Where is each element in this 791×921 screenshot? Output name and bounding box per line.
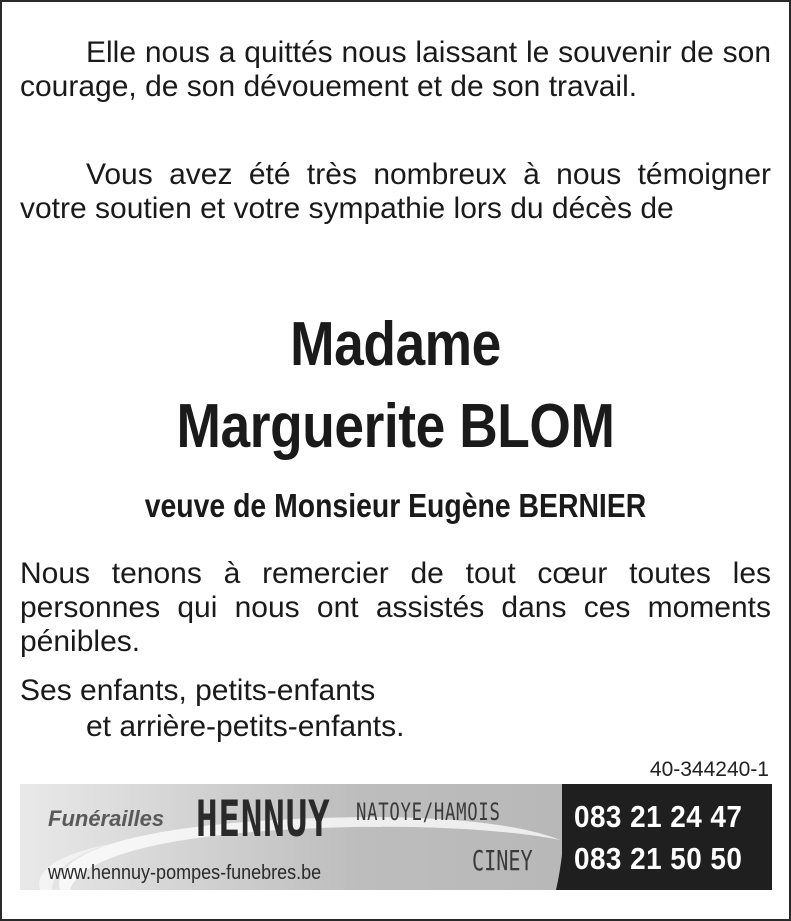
funeral-tagline: Funérailles — [48, 806, 165, 831]
intro-paragraph: Elle nous a quittés nous laissant le souvenir de son courage, de son dévouement et de son travail. — [20, 36, 771, 103]
deceased-name: Marguerite BLOM — [176, 392, 615, 461]
phone-number-1[interactable]: 083 21 24 47 — [574, 799, 743, 834]
signature-line-2: et arrière-petits-enfants. — [86, 710, 405, 743]
brand-logo-text: HENNUY — [196, 790, 331, 848]
title-line-1: Madame — [290, 310, 501, 379]
spouse-line: veuve de Monsieur Eugène BERNIER — [144, 487, 647, 524]
signature-line-1: Ses enfants, petits-enfants — [20, 674, 376, 707]
phone-block — [562, 784, 772, 890]
thanks-paragraph: Nous tenons à remercier de tout cœur toutes les personnes qui nous ont assistés dans ces moments pénibles. — [20, 557, 771, 658]
funeral-home-banner — [20, 784, 772, 890]
location-ciney: CINEY — [472, 844, 533, 877]
reference-number: 40-344240-1 — [649, 758, 769, 781]
phone-number-2[interactable]: 083 21 50 50 — [574, 841, 743, 876]
location-natoye-hamois: NATOYE/HAMOIS — [356, 798, 501, 826]
website-link[interactable]: www.hennuy-pompes-funebres.be — [48, 862, 322, 884]
thanks-intro-paragraph: Vous avez été très nombreux à nous témoigner votre soutien et votre sympathie lors du décès de — [20, 158, 771, 225]
